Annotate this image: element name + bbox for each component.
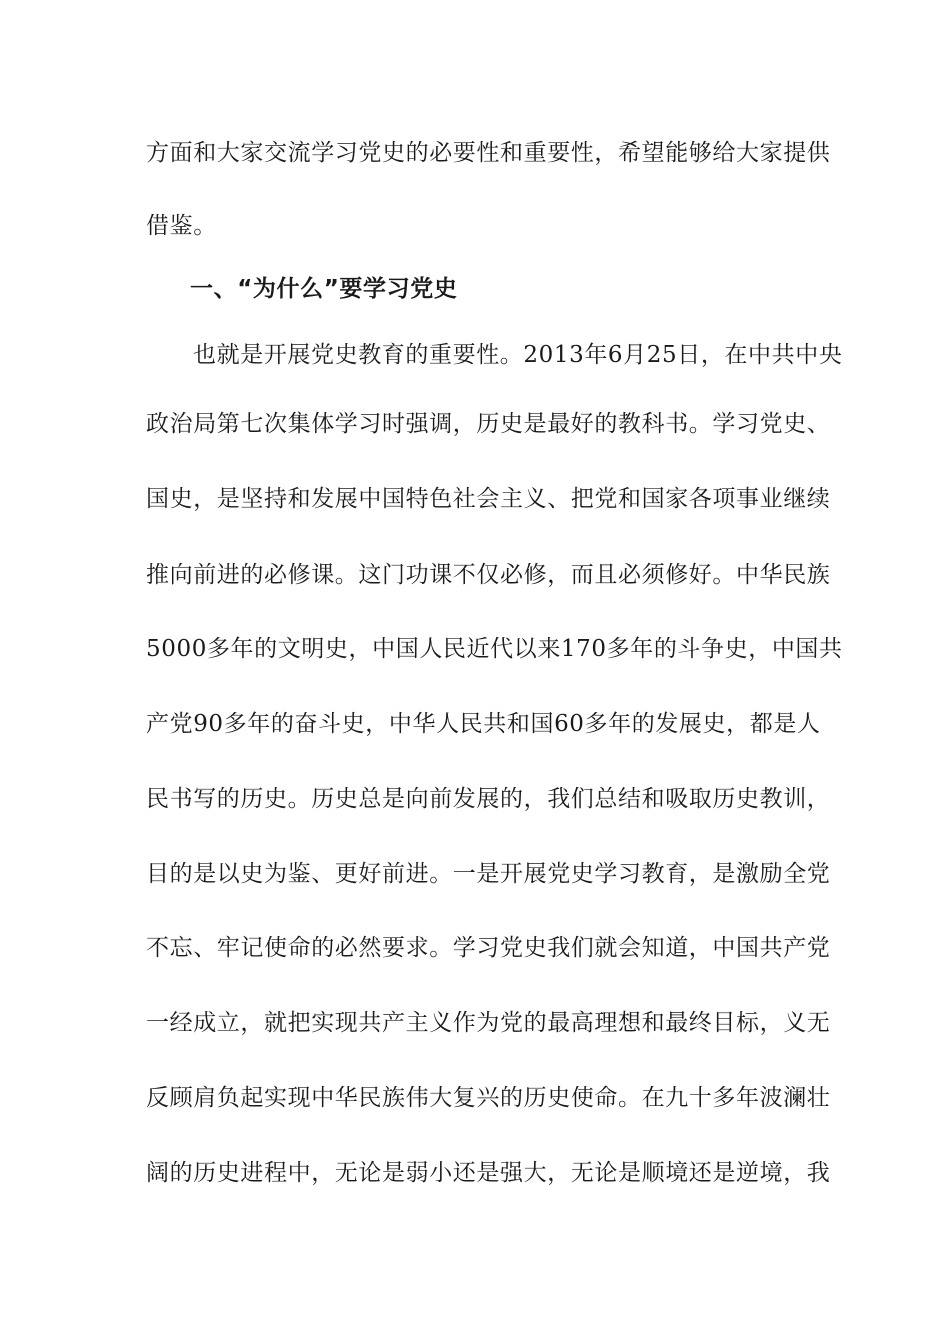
section-heading: 一、“为什么”要学习党史 [190, 276, 458, 302]
paragraph-line: 目的是以史为鉴、更好前进。一是开展党史学习教育，是激励全党 [146, 861, 831, 887]
paragraph-line: 推向前进的必修课。这门功课不仅必修，而且必须修好。中华民族 [146, 562, 831, 588]
paragraph-line: 方面和大家交流学习党史的必要性和重要性，希望能够给大家提供 [146, 140, 831, 166]
paragraph-line: 国史，是坚持和发展中国特色社会主义、把党和国家各项事业继续 [146, 486, 831, 512]
paragraph-line: 一经成立，就把实现共产主义作为党的最高理想和最终目标，义无 [146, 1010, 831, 1036]
paragraph-line: 也就是开展党史教育的重要性。2013年6月25日，在中共中央 [193, 342, 843, 368]
paragraph-line: 民书写的历史。历史总是向前发展的，我们总结和吸取历史教训， [146, 786, 831, 812]
paragraph-line: 借鉴。 [146, 213, 217, 239]
paragraph-line: 阔的历史进程中，无论是弱小还是强大，无论是顺境还是逆境，我 [146, 1160, 831, 1186]
paragraph-line: 产党90多年的奋斗史，中华人民共和国60多年的发展史，都是人 [146, 711, 821, 737]
paragraph-line: 5000多年的文明史，中国人民近代以来170多年的斗争史，中国共 [146, 636, 843, 662]
paragraph-line: 不忘、牢记使命的必然要求。学习党史我们就会知道，中国共产党 [146, 935, 831, 961]
paragraph-line: 反顾肩负起实现中华民族伟大复兴的历史使命。在九十多年波澜壮 [146, 1085, 831, 1111]
paragraph-line: 政治局第七次集体学习时强调，历史是最好的教科书。学习党史、 [146, 411, 831, 437]
